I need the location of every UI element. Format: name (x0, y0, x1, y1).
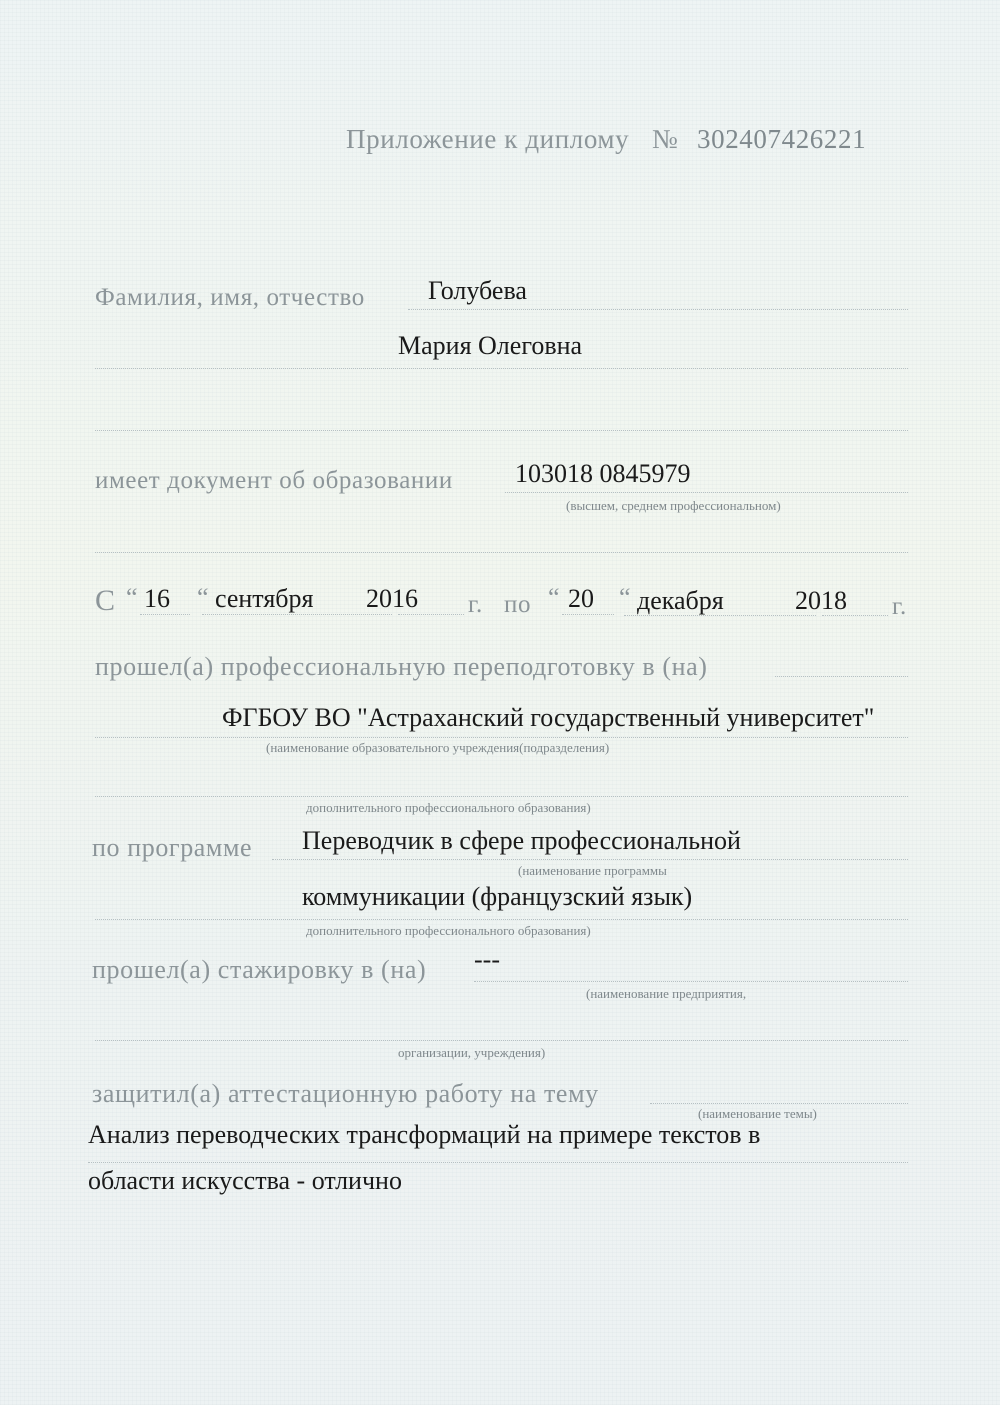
full-name-label: Фамилия, имя, отчество (95, 284, 365, 311)
to-year-rule (822, 615, 888, 616)
thesis-line-1: Анализ переводческих трансформаций на примере текстов в (88, 1120, 761, 1149)
blank-rule-3 (95, 796, 908, 797)
program-hint-1: (наименование программы (518, 863, 667, 878)
period-to-label: по (504, 591, 532, 618)
to-year-suffix: г. (892, 593, 907, 620)
open-quote-from: “ (126, 583, 138, 612)
internship-rule (474, 981, 908, 982)
education-doc-hint: (высшем, среднем профессиональном) (566, 498, 781, 513)
institution-hint-2: дополнительного профессионального образования) (306, 800, 591, 815)
program-line-2: коммуникации (французский язык) (302, 882, 693, 911)
program-label: по программе (92, 833, 253, 862)
number-sign: № (652, 124, 679, 154)
program-hint-2: дополнительного профессионального образования) (306, 923, 591, 938)
period-from-label: С (95, 584, 116, 617)
from-year-suffix: г. (468, 591, 483, 618)
internship-hint-1: (наименование предприятия, (586, 986, 747, 1001)
institution-value: ФГБОУ ВО "Астраханский государственный университет" (222, 703, 875, 732)
program-line-1-rule (272, 859, 908, 860)
from-day-rule (140, 614, 190, 615)
from-day: 16 (144, 584, 170, 613)
internship-value: --- (474, 945, 500, 974)
from-year: 2016 (366, 584, 418, 613)
open-quote-to: “ (548, 583, 560, 612)
program-line-2-rule (95, 919, 908, 920)
close-quote-to: “ (619, 583, 631, 612)
program-line-1: Переводчик в сфере профессиональной (302, 826, 741, 855)
close-quote-from: “ (197, 583, 209, 612)
to-month: декабря (637, 586, 724, 615)
given-names-value: Мария Олеговна (398, 331, 583, 360)
blank-rule-4 (95, 1040, 908, 1041)
education-doc-label: имеет документ об образовании (95, 467, 453, 494)
to-day-rule (562, 614, 614, 615)
institution-rule (95, 737, 908, 738)
blank-rule-1 (95, 430, 908, 431)
blank-rule-2 (95, 552, 908, 553)
header-title: Приложение к диплому (346, 124, 630, 154)
thesis-label-rule (650, 1103, 908, 1104)
thesis-line-2: области искусства - отлично (88, 1166, 402, 1195)
to-month-rule (624, 615, 816, 616)
to-day: 20 (568, 584, 594, 613)
education-doc-rule (505, 492, 908, 493)
from-month-rule (202, 614, 392, 615)
given-names-rule (95, 368, 908, 369)
education-doc-number: 103018 0845979 (515, 459, 691, 488)
to-year: 2018 (795, 586, 847, 615)
internship-hint-2: организации, учреждения) (398, 1045, 546, 1060)
retraining-label-rule (775, 676, 908, 677)
institution-hint-1: (наименование образовательного учреждения(подразделения) (266, 740, 610, 755)
internship-label: прошел(а) стажировку в (на) (92, 955, 427, 984)
surname-rule (408, 309, 908, 310)
retraining-label: прошел(а) профессиональную переподготовку в (на) (95, 652, 708, 681)
thesis-line-1-rule (88, 1162, 908, 1163)
from-year-rule (398, 614, 464, 615)
surname-value: Голубева (428, 276, 527, 305)
diploma-number: 302407426221 (697, 124, 867, 154)
thesis-hint: (наименование темы) (698, 1106, 817, 1121)
from-month: сентября (215, 584, 314, 613)
thesis-label: защитил(а) аттестационную работу на тему (92, 1079, 599, 1108)
